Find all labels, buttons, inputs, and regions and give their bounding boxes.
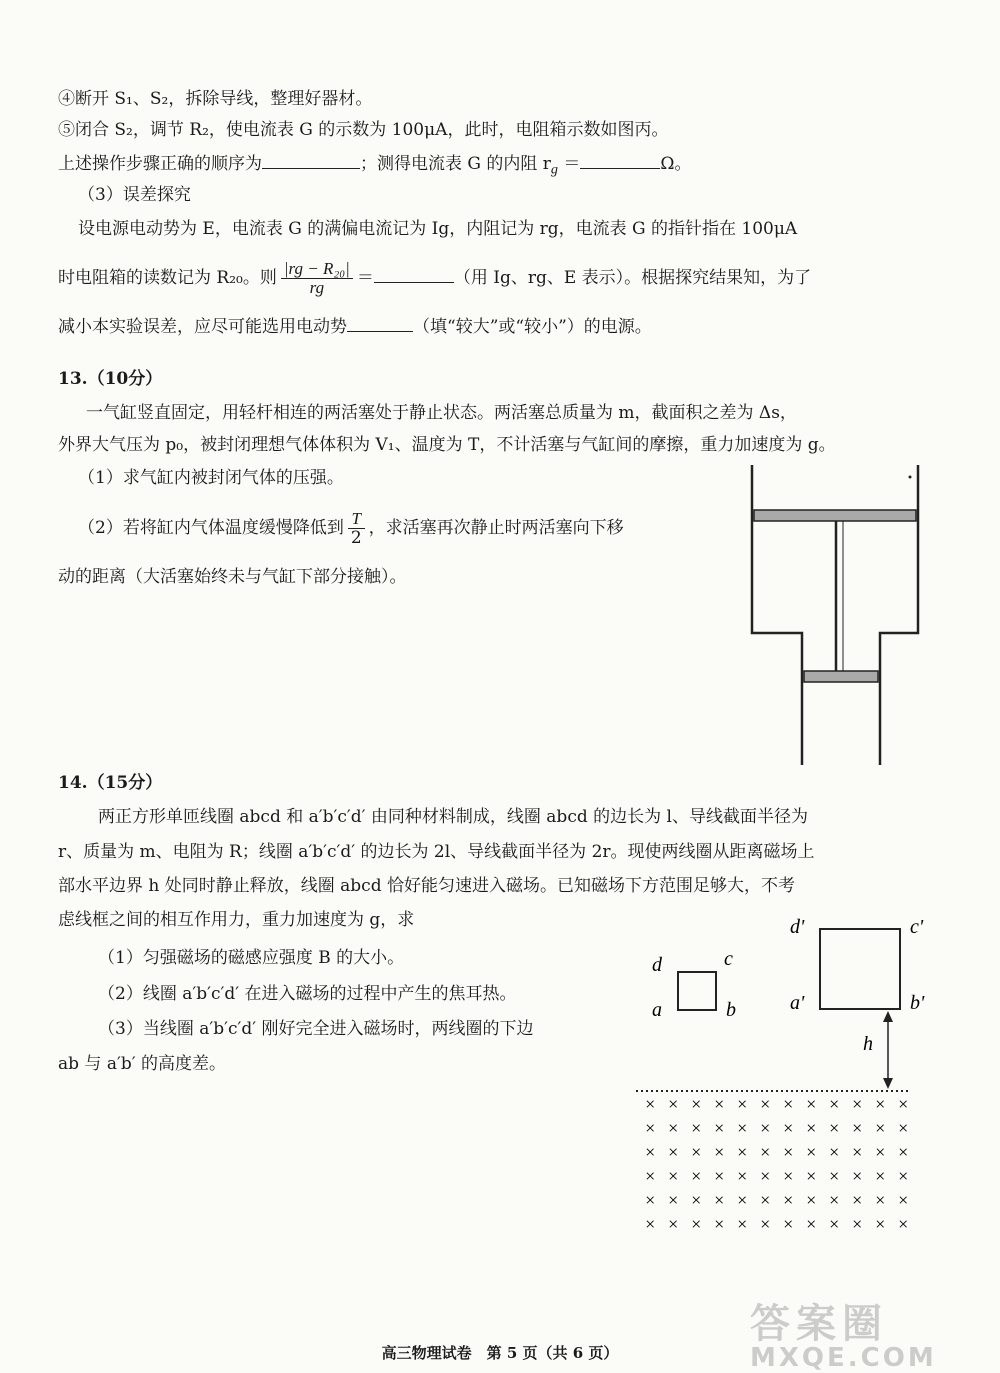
field-cross: × <box>851 1190 864 1210</box>
field-cross: × <box>782 1118 795 1138</box>
field-cross: × <box>782 1214 795 1234</box>
label-b-prime: b' <box>910 992 925 1014</box>
watermark-logo <box>750 1292 960 1373</box>
field-cross: × <box>644 1166 657 1186</box>
field-cross: × <box>851 1214 864 1234</box>
error-line-1: 设电源电动势为 E，电流表 G 的满偏电流记为 Ig，内阻记为 rg，电流表 G 的指针指在 100μA <box>78 219 798 239</box>
field-cross: × <box>897 1118 910 1138</box>
q14-paragraph-1: 两正方形单匝线圈 abcd 和 a′b′c′d′ 由同种材料制成，线圈 abcd 的边长为 l、导线截面半径为 <box>98 807 808 827</box>
field-cross: × <box>851 1142 864 1162</box>
small-piston <box>804 671 878 682</box>
field-cross: × <box>690 1166 703 1186</box>
watermark-main: 答案圈 <box>750 1301 888 1347</box>
field-cross: × <box>690 1142 703 1162</box>
field-cross: × <box>713 1190 726 1210</box>
field-cross: × <box>644 1118 657 1138</box>
q14-part-3-continued: ab 与 a′b′ 的高度差。 <box>58 1054 226 1074</box>
error-section-title: （3）误差探究 <box>78 185 191 205</box>
height-arrow-top <box>883 1011 893 1022</box>
q13-temperature-fraction: $\frac{T}{2}$ <box>348 510 365 547</box>
q14-paragraph-4: 虑线框之间的相互作用力，重力加速度为 g，求 <box>58 910 415 930</box>
field-cross: × <box>828 1166 841 1186</box>
page-footer: 高三物理试卷 第 5 页（共 6 页） <box>381 1344 619 1362</box>
field-cross: × <box>874 1142 887 1162</box>
field-cross: × <box>828 1142 841 1162</box>
field-cross: × <box>782 1094 795 1114</box>
label-d-prime: d' <box>790 916 805 938</box>
q13-part-2: （2）若将缸内气体温度缓慢降低到 $\frac{T}{2}$ ，求活塞再次静止时两活塞向下移 <box>78 509 624 548</box>
field-cross: × <box>644 1142 657 1162</box>
field-cross: × <box>874 1166 887 1186</box>
answer-blank-order[interactable] <box>262 150 360 169</box>
large-piston <box>754 510 916 521</box>
field-cross: × <box>736 1166 749 1186</box>
q14-paragraph-3: 部水平边界 h 处同时静止释放，线圈 abcd 恰好能匀速进入磁场。已知磁场下方范围足够大，不考 <box>58 876 795 896</box>
field-cross: × <box>851 1166 864 1186</box>
label-b: b <box>726 999 736 1021</box>
error-fraction: $\frac{\text{|rg − R₂₀|}}{rg}$ <box>281 260 353 297</box>
label-a: a <box>652 999 662 1021</box>
field-cross: × <box>897 1214 910 1234</box>
field-cross: × <box>782 1142 795 1162</box>
field-cross: × <box>805 1118 818 1138</box>
field-cross: × <box>759 1166 772 1186</box>
field-cross: × <box>828 1118 841 1138</box>
field-cross: × <box>713 1118 726 1138</box>
coils-magnetic-field-figure <box>630 905 930 1245</box>
field-cross: × <box>667 1118 680 1138</box>
q14-paragraph-2: r、质量为 m、电阻为 R；线圈 a′b′c′d′ 的边长为 2l、导线截面半径为 2r。现使两线圈从距离磁场上 <box>58 842 815 862</box>
field-cross: × <box>759 1094 772 1114</box>
label-a-prime: a' <box>790 992 805 1014</box>
small-coil-abcd <box>678 972 716 1010</box>
field-cross: × <box>874 1118 887 1138</box>
field-cross: × <box>667 1214 680 1234</box>
q14-header: 14.（15分） <box>58 773 163 793</box>
field-cross: × <box>690 1118 703 1138</box>
error-line-2: 时电阻箱的读数记为 R₂₀。则 $\frac{\text{|rg − R₂₀|}}{rg}$ ＝ （用 Ig、rg、E 表示）。根据探究结果知，为了 <box>58 259 812 297</box>
q14-part-2: （2）线圈 a′b′c′d′ 在进入磁场的过程中产生的焦耳热。 <box>98 984 517 1004</box>
field-cross: × <box>736 1214 749 1234</box>
q14-part-3: （3）当线圈 a′b′c′d′ 刚好完全进入磁场时，两线圈的下边 <box>98 1019 534 1039</box>
field-cross: × <box>782 1166 795 1186</box>
height-arrow-bottom <box>883 1078 893 1089</box>
answer-blank-emf[interactable] <box>347 313 413 332</box>
field-cross: × <box>736 1094 749 1114</box>
field-cross: × <box>667 1094 680 1114</box>
label-c-prime: c' <box>910 916 924 938</box>
field-cross: × <box>736 1190 749 1210</box>
field-cross: × <box>897 1094 910 1114</box>
field-cross: × <box>805 1190 818 1210</box>
field-cross: × <box>874 1214 887 1234</box>
large-coil-abcd-prime <box>820 929 900 1009</box>
field-cross: × <box>805 1142 818 1162</box>
field-cross: × <box>759 1214 772 1234</box>
q13-paragraph-2: 外界大气压为 p₀，被封闭理想气体体积为 V₁、温度为 T，不计活塞与气缸间的摩擦，重力加速度为 g。 <box>58 435 836 455</box>
cylinder-figure <box>740 465 930 765</box>
field-cross: × <box>805 1094 818 1114</box>
q13-paragraph-1: 一气缸竖直固定，用轻杆相连的两活塞处于静止状态。两活塞总质量为 m，截面积之差为 Δs， <box>86 403 797 423</box>
field-cross: × <box>644 1190 657 1210</box>
field-cross: × <box>828 1190 841 1210</box>
magnetic-field-crosses <box>644 1094 909 1234</box>
field-cross: × <box>690 1094 703 1114</box>
field-cross: × <box>713 1214 726 1234</box>
field-cross: × <box>690 1190 703 1210</box>
answer-blank-error[interactable] <box>374 264 454 283</box>
field-cross: × <box>805 1214 818 1234</box>
field-cross: × <box>690 1214 703 1234</box>
q13-header: 13.（10分） <box>58 369 163 389</box>
label-c: c <box>724 948 733 970</box>
field-cross: × <box>644 1094 657 1114</box>
label-h: h <box>863 1033 873 1055</box>
field-cross: × <box>828 1214 841 1234</box>
step-5: ⑤闭合 S₂，调节 R₂，使电流表 G 的示数为 100μA，此时，电阻箱示数如图丙。 <box>58 120 669 140</box>
field-cross: × <box>851 1118 864 1138</box>
field-cross: × <box>759 1118 772 1138</box>
field-cross: × <box>805 1166 818 1186</box>
field-cross: × <box>667 1190 680 1210</box>
field-cross: × <box>851 1094 864 1114</box>
field-cross: × <box>713 1094 726 1114</box>
field-cross: × <box>874 1190 887 1210</box>
answer-blank-rg[interactable] <box>580 150 660 169</box>
field-cross: × <box>713 1142 726 1162</box>
field-cross: × <box>736 1142 749 1162</box>
q13-part-2-continued: 动的距离（大活塞始终未与气缸下部分接触）。 <box>58 567 407 587</box>
field-cross: × <box>667 1166 680 1186</box>
speck-mark <box>909 476 912 479</box>
field-cross: × <box>667 1142 680 1162</box>
error-line-3: 减小本实验误差，应尽可能选用电动势 （填“较大”或“较小”）的电源。 <box>58 313 652 339</box>
field-cross: × <box>713 1166 726 1186</box>
q13-part-1: （1）求气缸内被封闭气体的压强。 <box>78 468 344 488</box>
field-cross: × <box>828 1094 841 1114</box>
q14-part-1: （1）匀强磁场的磁感应强度 B 的大小。 <box>98 948 405 968</box>
field-cross: × <box>782 1190 795 1210</box>
label-d: d <box>652 954 662 976</box>
field-cross: × <box>874 1094 887 1114</box>
field-cross: × <box>759 1142 772 1162</box>
order-question: 上述操作步骤正确的顺序为 ；测得电流表 G 的内阻 $r_g = \Omega$。 <box>58 150 692 181</box>
field-cross: × <box>897 1142 910 1162</box>
field-cross: × <box>897 1190 910 1210</box>
field-cross: × <box>736 1118 749 1138</box>
step-4: ④断开 S₁、S₂，拆除导线，整理好器材。 <box>58 89 373 109</box>
field-cross: × <box>897 1166 910 1186</box>
field-cross: × <box>759 1190 772 1210</box>
watermark-sub: MXQE.COM <box>750 1343 937 1373</box>
field-cross: × <box>644 1214 657 1234</box>
